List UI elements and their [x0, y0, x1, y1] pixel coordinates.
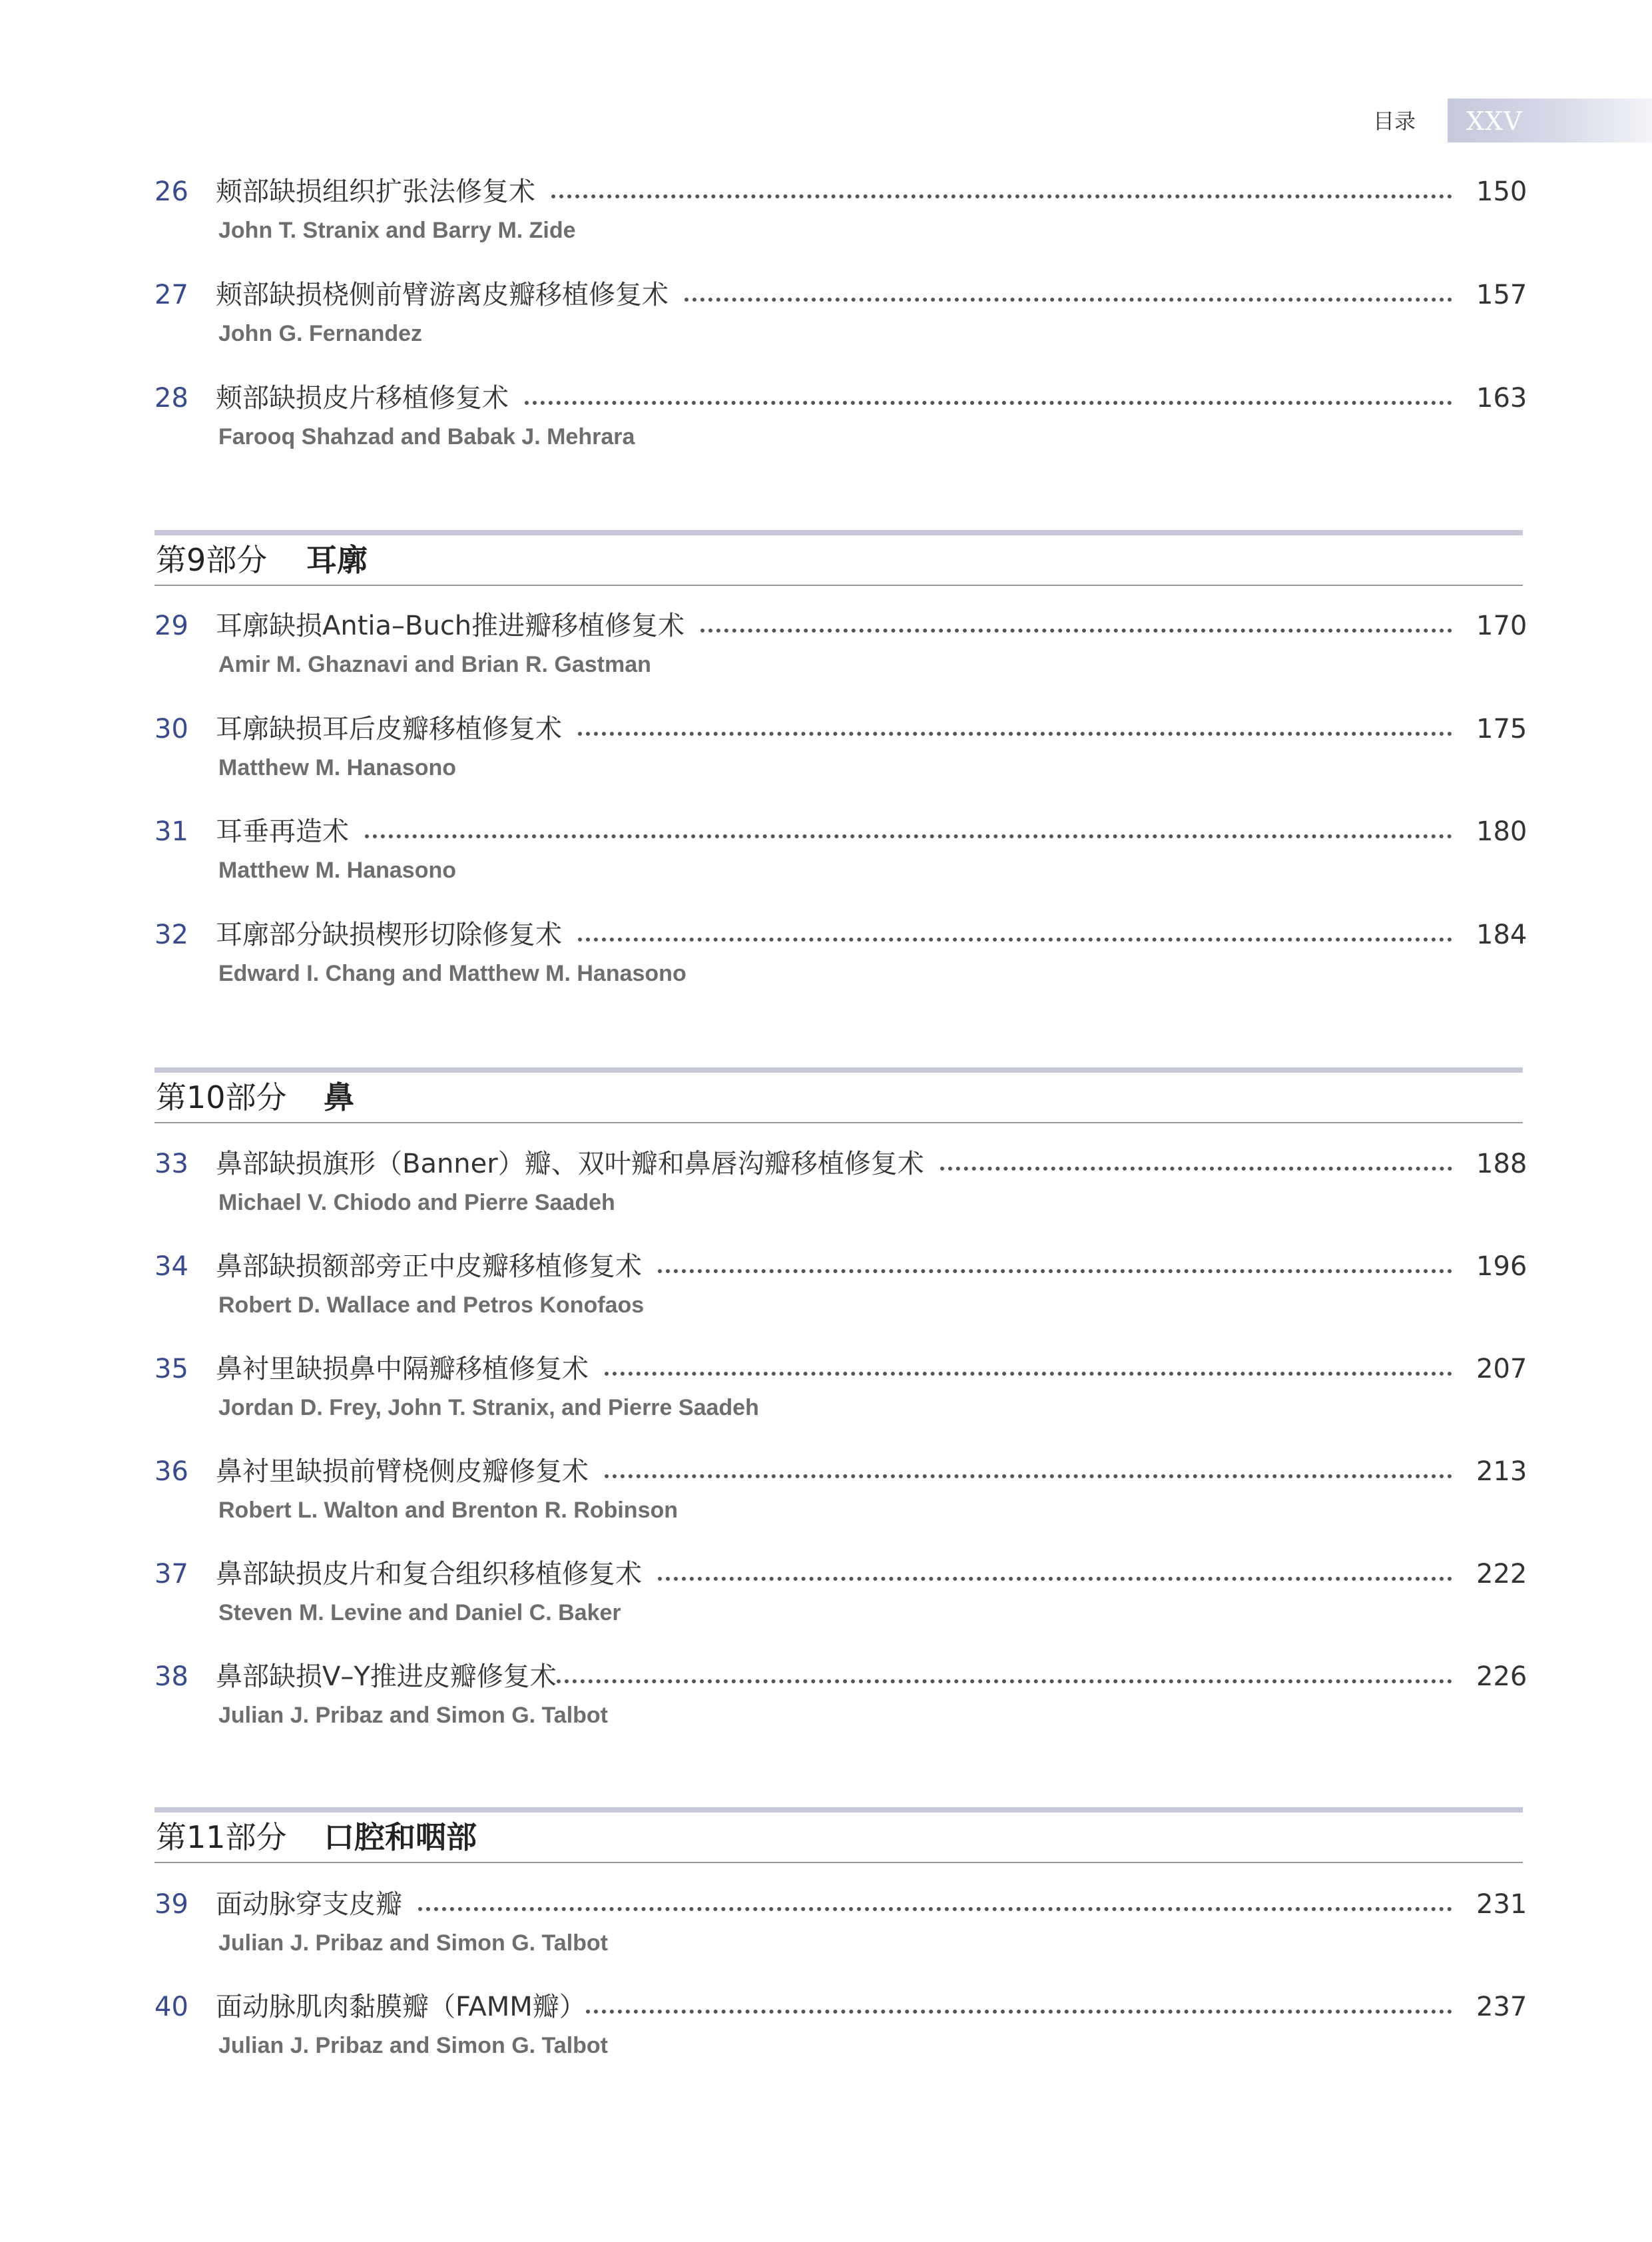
chapter-title-line	[216, 1144, 1527, 1184]
chapter-title[interactable]: 耳廓缺损耳后皮瓣移植修复术	[216, 714, 562, 744]
chapter-number: 32	[154, 920, 188, 950]
toc-entry[interactable]	[154, 275, 1527, 355]
toc-entry[interactable]	[154, 1884, 1527, 1964]
chapter-authors: Julian J. Pribaz and Simon G. Talbot	[218, 1930, 609, 1956]
chapter-page-number[interactable]: 188	[1476, 1149, 1527, 1179]
chapter-authors: Michael V. Chiodo and Pierre Saadeh	[218, 1190, 615, 1215]
chapter-title-line	[216, 709, 1527, 749]
chapter-page-number[interactable]: 222	[1476, 1559, 1527, 1589]
chapter-number: 40	[154, 1992, 188, 2022]
chapter-number: 31	[154, 816, 188, 847]
chapter-page-number[interactable]: 237	[1476, 1992, 1527, 2022]
chapter-title[interactable]: 鼻衬里缺损前臂桡侧皮瓣修复术	[216, 1456, 589, 1487]
section-label: 第11部分	[156, 1819, 287, 1855]
toc-entry[interactable]	[154, 1987, 1527, 2067]
dot-leader	[940, 1167, 1452, 1171]
chapter-page-number[interactable]: 207	[1476, 1354, 1527, 1384]
chapter-page-number[interactable]: 213	[1476, 1456, 1527, 1487]
chapter-title-line	[216, 378, 1527, 418]
section-name: 耳廓	[306, 542, 368, 578]
chapter-title[interactable]: 颊部缺损桡侧前臂游离皮瓣移植修复术	[216, 280, 669, 310]
toc-entry[interactable]	[154, 915, 1527, 995]
chapter-title[interactable]: 颊部缺损组织扩张法修复术	[216, 176, 535, 207]
toc-entry[interactable]	[154, 606, 1527, 686]
chapter-title[interactable]: 鼻部缺损V–Y推进皮瓣修复术	[216, 1661, 557, 1692]
chapter-title-line	[216, 1987, 1527, 2027]
section-label: 第10部分	[156, 1079, 287, 1115]
chapter-page-number[interactable]: 163	[1476, 383, 1527, 414]
dot-leader	[685, 298, 1452, 302]
section-rule-bottom	[154, 585, 1523, 586]
dot-leader	[418, 1907, 1452, 1911]
chapter-title-line	[216, 1884, 1527, 1924]
dot-leader	[578, 938, 1452, 942]
chapter-authors: Julian J. Pribaz and Simon G. Talbot	[218, 2033, 609, 2058]
chapter-page-number[interactable]: 231	[1476, 1889, 1527, 1920]
chapter-number: 36	[154, 1456, 188, 1487]
dot-leader	[586, 2010, 1452, 2014]
dot-leader	[700, 629, 1452, 633]
section-rule-top	[154, 1807, 1523, 1813]
chapter-title[interactable]: 颊部缺损皮片移植修复术	[216, 383, 509, 414]
chapter-title[interactable]: 面动脉肌肉黏膜瓣（FAMM瓣）	[216, 1992, 586, 2022]
toc-entry[interactable]	[154, 1144, 1527, 1224]
chapter-title[interactable]: 耳廓缺损Antia–Buch推进瓣移植修复术	[216, 611, 685, 641]
chapter-page-number[interactable]: 226	[1476, 1661, 1527, 1692]
dot-leader	[365, 834, 1452, 838]
chapter-title-line	[216, 1349, 1527, 1389]
chapter-number: 29	[154, 611, 188, 641]
chapter-title-line	[216, 812, 1527, 852]
dot-leader	[578, 732, 1452, 736]
dot-leader	[557, 1679, 1452, 1683]
toc-entry[interactable]	[154, 1349, 1527, 1429]
chapter-title[interactable]: 鼻衬里缺损鼻中隔瓣移植修复术	[216, 1354, 589, 1384]
toc-entry[interactable]	[154, 1554, 1527, 1634]
chapter-title-line	[216, 1247, 1527, 1286]
toc-entry[interactable]	[154, 709, 1527, 789]
chapter-authors: Robert D. Wallace and Petros Konofaos	[218, 1292, 645, 1318]
chapter-title-line	[216, 1554, 1527, 1594]
chapter-title-line	[216, 915, 1527, 955]
chapter-page-number[interactable]: 170	[1476, 611, 1527, 641]
toc-entry[interactable]	[154, 1247, 1527, 1326]
section-rule-top	[154, 530, 1523, 535]
chapter-authors: Edward I. Chang and Matthew M. Hanasono	[218, 961, 687, 986]
dot-leader	[658, 1577, 1452, 1581]
toc-entry[interactable]	[154, 172, 1527, 252]
section-rule-bottom	[154, 1122, 1523, 1123]
chapter-authors: Farooq Shahzad and Babak J. Mehrara	[218, 424, 635, 449]
dot-leader	[658, 1269, 1452, 1273]
chapter-title-line	[216, 606, 1527, 646]
chapter-title-line	[216, 275, 1527, 315]
chapter-page-number[interactable]: 157	[1476, 280, 1527, 310]
toc-entry[interactable]	[154, 1657, 1527, 1737]
chapter-page-number[interactable]: 184	[1476, 920, 1527, 950]
chapter-title-line	[216, 172, 1527, 212]
chapter-title[interactable]: 鼻部缺损皮片和复合组织移植修复术	[216, 1559, 642, 1589]
chapter-authors: John G. Fernandez	[218, 321, 423, 346]
chapter-authors: John T. Stranix and Barry M. Zide	[218, 218, 576, 243]
chapter-authors: Matthew M. Hanasono	[218, 755, 457, 780]
toc-entry[interactable]	[154, 1452, 1527, 1532]
section-heading	[154, 1807, 1523, 1867]
section-label: 第9部分	[156, 542, 268, 578]
section-rule-bottom	[154, 1862, 1523, 1863]
section-name: 口腔和咽部	[324, 1819, 477, 1855]
chapter-number: 34	[154, 1251, 188, 1282]
chapter-number: 39	[154, 1889, 188, 1920]
section-heading	[154, 530, 1523, 590]
chapter-title[interactable]: 耳廓部分缺损楔形切除修复术	[216, 920, 562, 950]
toc-entry[interactable]	[154, 812, 1527, 892]
chapter-number: 35	[154, 1354, 188, 1384]
chapter-page-number[interactable]: 180	[1476, 816, 1527, 847]
chapter-number: 28	[154, 383, 188, 414]
chapter-authors: Matthew M. Hanasono	[218, 858, 457, 883]
chapter-number: 37	[154, 1559, 188, 1589]
chapter-title-line	[216, 1452, 1527, 1492]
chapter-authors: Julian J. Pribaz and Simon G. Talbot	[218, 1703, 609, 1728]
chapter-number: 38	[154, 1661, 188, 1692]
chapter-authors: Steven M. Levine and Daniel C. Baker	[218, 1600, 621, 1625]
chapter-title[interactable]: 面动脉穿支皮瓣	[216, 1889, 402, 1920]
chapter-title[interactable]: 鼻部缺损额部旁正中皮瓣移植修复术	[216, 1251, 642, 1282]
page-number-roman: XXV	[1466, 107, 1523, 136]
chapter-number: 30	[154, 714, 188, 744]
chapter-title-line	[216, 1657, 1527, 1697]
chapter-number: 33	[154, 1149, 188, 1179]
chapter-page-number[interactable]: 196	[1476, 1251, 1527, 1282]
section-name: 鼻	[324, 1079, 354, 1115]
dot-leader	[551, 194, 1452, 198]
chapter-authors: Jordan D. Frey, John T. Stranix, and Pierre Saadeh	[218, 1395, 759, 1420]
chapter-number: 27	[154, 280, 188, 310]
section-rule-top	[154, 1067, 1523, 1073]
chapter-title[interactable]: 鼻部缺损旗形（Banner）瓣、双叶瓣和鼻唇沟瓣移植修复术	[216, 1149, 924, 1179]
chapter-authors: Amir M. Ghaznavi and Brian R. Gastman	[218, 652, 651, 677]
dot-leader	[605, 1372, 1452, 1376]
chapter-title[interactable]: 耳垂再造术	[216, 816, 349, 847]
chapter-page-number[interactable]: 150	[1476, 176, 1527, 207]
section-heading	[154, 1067, 1523, 1127]
toc-entry[interactable]	[154, 378, 1527, 458]
chapter-page-number[interactable]: 175	[1476, 714, 1527, 744]
running-header-label: 目录	[1373, 109, 1416, 134]
dot-leader	[525, 401, 1452, 405]
chapter-authors: Robert L. Walton and Brenton R. Robinson	[218, 1498, 679, 1523]
chapter-number: 26	[154, 176, 188, 207]
dot-leader	[605, 1474, 1452, 1478]
